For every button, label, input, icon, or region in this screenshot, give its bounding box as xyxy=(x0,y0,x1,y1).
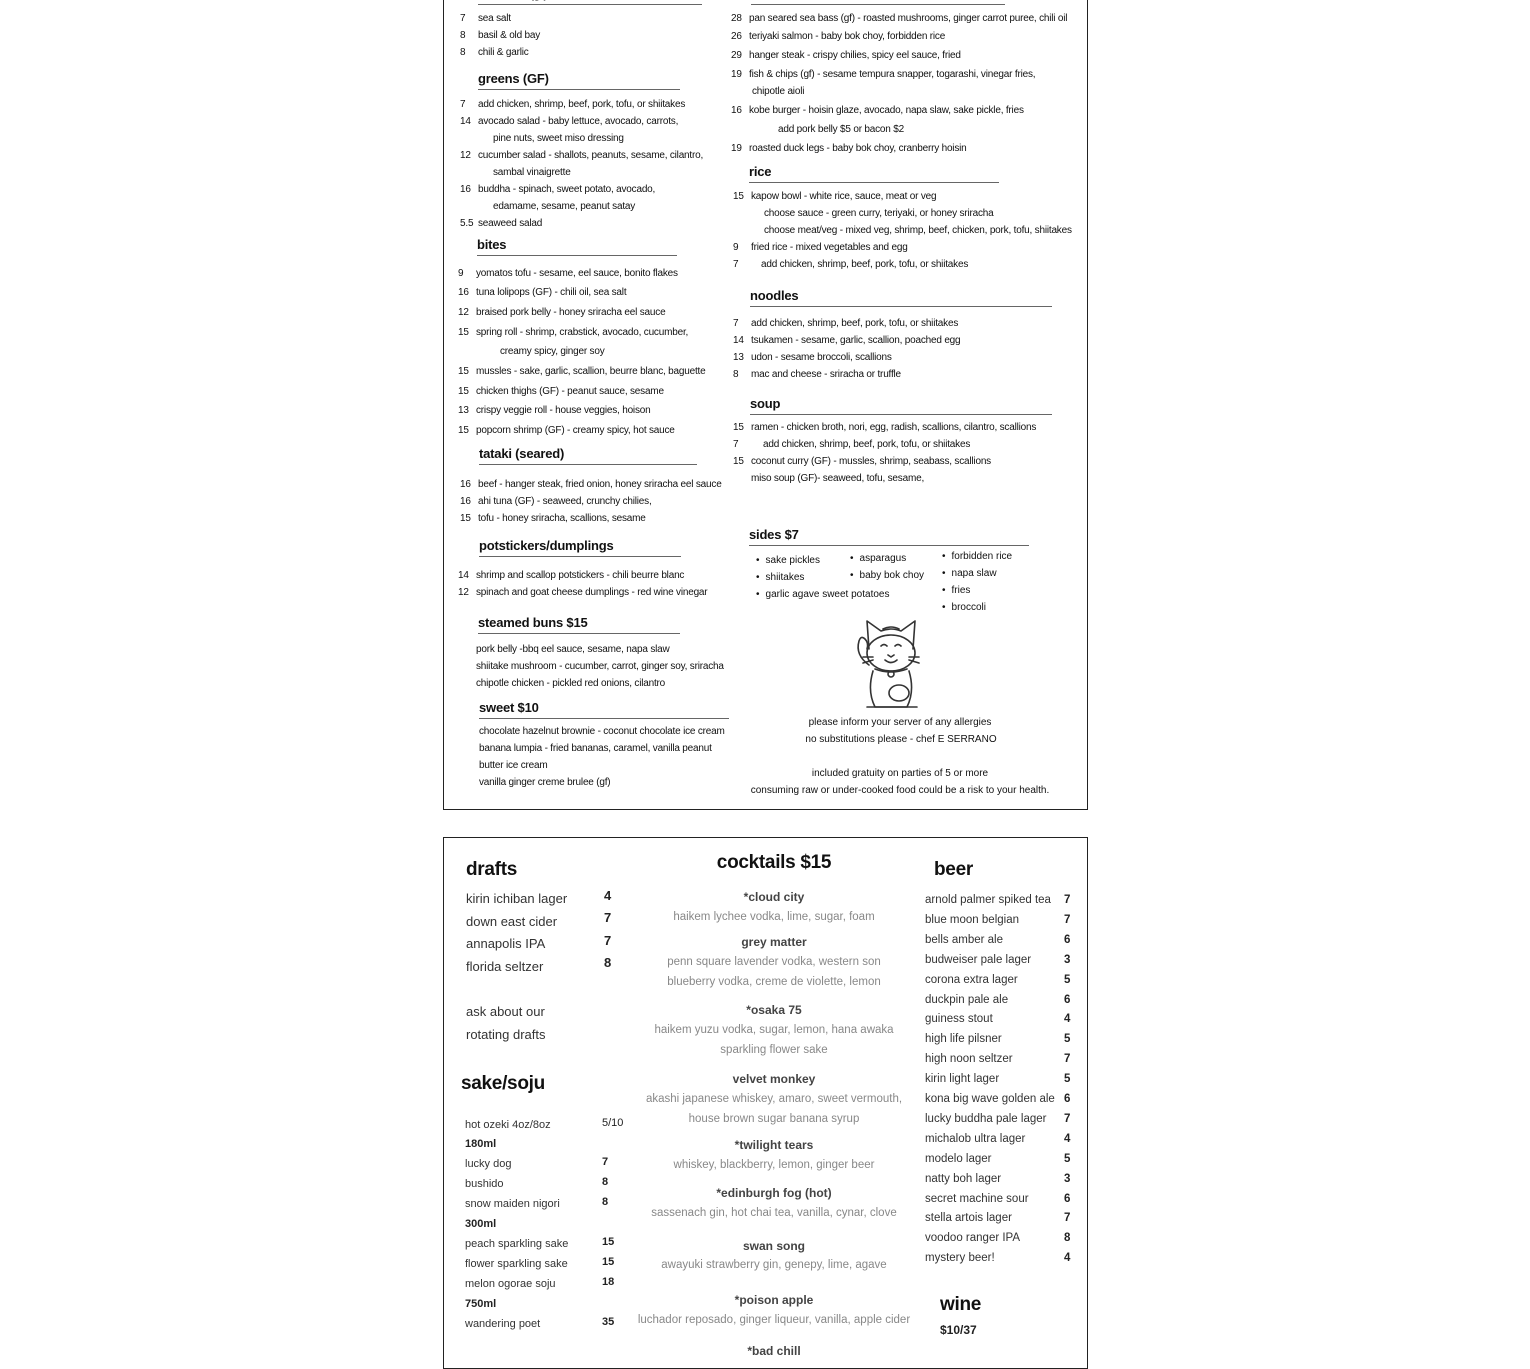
cocktail-description: haikem yuzu vodka, sugar, lemon, hana awaka xyxy=(654,1024,894,1036)
beer-price: 6 xyxy=(1064,993,1071,1006)
sake-price: 5/10 xyxy=(602,1117,624,1129)
beer-item: natty boh lager xyxy=(925,1172,1002,1185)
cocktail-name: *osaka 75 xyxy=(746,1003,802,1017)
menu-item: 14 shrimp and scallop potstickers - chili beurre blanc xyxy=(458,570,685,581)
substitution-note: no substitutions please - chef E SERRANO xyxy=(805,734,997,745)
beer-price: 7 xyxy=(1064,894,1071,906)
side-item: • garlic agave sweet potatoes xyxy=(756,589,889,600)
cocktail-description: penn square lavender vodka, western son xyxy=(667,956,881,968)
drink-menu-page xyxy=(443,837,1088,1369)
sake-price: 8 xyxy=(602,1196,609,1208)
beer-item: lucky buddha pale lager xyxy=(925,1112,1047,1125)
beer-item: arnold palmer spiked tea xyxy=(925,894,1051,906)
section-title-sides: sides $7 xyxy=(749,527,1029,546)
menu-item: 5.5 seaweed salad xyxy=(460,218,543,229)
section-title-wine: wine xyxy=(940,1294,982,1315)
cocktail-description: blueberry vodka, creme de violette, lemon xyxy=(667,976,881,988)
menu-item: 15 spring roll - shrimp, crabstick, avocado, cucumber, xyxy=(458,327,689,338)
sake-price: 35 xyxy=(602,1316,615,1328)
draft-price: 4 xyxy=(604,888,612,903)
beer-price: 3 xyxy=(1064,953,1071,966)
menu-item: miso soup (GF)- seaweed, tofu, sesame, xyxy=(751,473,925,484)
menu-item: 16 ahi tuna (GF) - seaweed, crunchy chilies, xyxy=(460,496,652,507)
beer-item: stella artois lager xyxy=(925,1212,1012,1225)
section-title-cocktails: cocktails $15 xyxy=(716,852,832,873)
beer-item: mystery beer! xyxy=(925,1252,995,1265)
draft-item: florida seltzer xyxy=(466,959,544,974)
sake-item: wandering poet xyxy=(465,1318,541,1330)
menu-item: 19 fish & chips (gf) - sesame tempura snapper, togarashi, vinegar fries, xyxy=(731,69,1036,80)
cocktail-description: akashi japanese whiskey, amaro, sweet vermouth, xyxy=(645,1093,903,1105)
side-item: • baby bok choy xyxy=(850,570,924,581)
gratuity-note: included gratuity on parties of 5 or more xyxy=(811,768,989,779)
cocktail-name: swan song xyxy=(742,1239,805,1253)
menu-item: 9 fried rice - mixed vegetables and egg xyxy=(733,242,908,253)
menu-item: 16 kobe burger - hoisin glaze, avocado, napa slaw, sake pickle, fries xyxy=(731,105,1024,116)
cocktail-name: *bad chill xyxy=(747,1344,801,1358)
beer-price: 7 xyxy=(1064,1212,1071,1225)
menu-item: butter ice cream xyxy=(479,760,548,771)
section-title-noodles: noodles xyxy=(750,288,1052,307)
cocktail-name: *edinburgh fog (hot) xyxy=(716,1186,832,1200)
draft-item: annapolis IPA xyxy=(466,936,546,951)
cocktail-name: grey matter xyxy=(741,935,807,949)
sake-item: hot ozeki 4oz/8oz xyxy=(465,1119,551,1131)
menu-item: 14 avocado salad - baby lettuce, avocado, carrots, xyxy=(460,116,679,127)
menu-item-continuation: edamame, sesame, peanut satay xyxy=(493,201,636,212)
cocktail-description: haikem lychee vodka, lime, sugar, foam xyxy=(673,911,875,923)
menu-item-option: choose sauce - green curry, teriyaki, or honey sriracha xyxy=(764,208,994,219)
cocktail-description: sassenach gin, hot chai tea, vanilla, cynar, clove xyxy=(651,1207,897,1219)
menu-item: 7 add chicken, shrimp, beef, pork, tofu, or shiitakes xyxy=(460,99,686,110)
beer-price: 4 xyxy=(1064,1252,1071,1265)
beer-item: kirin light lager xyxy=(925,1073,1000,1086)
size-heading: 180ml xyxy=(465,1138,497,1150)
menu-item: banana lumpia - fried bananas, caramel, vanilla peanut xyxy=(479,743,712,754)
cocktail-description: whiskey, blackberry, lemon, ginger beer xyxy=(673,1159,875,1171)
draft-price: 7 xyxy=(604,933,612,948)
rotating-drafts-note: ask about our xyxy=(466,1004,545,1019)
menu-item: 12 cucumber salad - shallots, peanuts, sesame, cilantro, xyxy=(460,150,704,161)
menu-item: 15 popcorn shrimp (GF) - creamy spicy, hot sauce xyxy=(458,425,675,436)
menu-item: 13 crispy veggie roll - house veggies, hoison xyxy=(458,405,651,416)
rotating-drafts-note: rotating drafts xyxy=(466,1027,546,1042)
menu-item: 16 buddha - spinach, sweet potato, avocado, xyxy=(460,184,656,195)
beer-price: 3 xyxy=(1064,1172,1071,1185)
beer-item: blue moon belgian xyxy=(925,913,1019,926)
beer-item: secret machine sour xyxy=(925,1192,1029,1205)
section-title-beer: beer xyxy=(934,859,973,880)
side-item: • sake pickles xyxy=(756,555,820,566)
sake-price: 8 xyxy=(602,1176,609,1188)
allergy-note: please inform your server of any allergies xyxy=(808,717,992,728)
side-item: • broccoli xyxy=(942,602,986,613)
section-title-greens: greens (GF) xyxy=(478,71,680,90)
draft-item: down east cider xyxy=(466,914,558,929)
menu-item: 15 mussles - sake, garlic, scallion, beurre blanc, baguette xyxy=(458,366,706,377)
menu-item-continuation: sambal vinaigrette xyxy=(493,167,571,178)
beer-price: 6 xyxy=(1064,1093,1071,1105)
section-title-sweet: sweet $10 xyxy=(479,700,729,719)
menu-item: 7 sea salt xyxy=(460,13,511,24)
section-title-bites: bites xyxy=(477,237,677,256)
sake-price: 15 xyxy=(602,1256,615,1268)
menu-item: 8 basil & old bay xyxy=(460,30,541,41)
cocktail-description: sparkling flower sake xyxy=(720,1044,828,1056)
menu-item: 8 mac and cheese - sriracha or truffle xyxy=(733,369,901,380)
menu-item: 15 ramen - chicken broth, nori, egg, radish, scallions, cilantro, scallions xyxy=(733,422,1037,433)
sake-item: peach sparkling sake xyxy=(465,1238,569,1250)
lucky-cat-icon xyxy=(847,613,935,713)
beer-item: high life pilsner xyxy=(925,1033,1002,1046)
sake-price: 7 xyxy=(602,1156,609,1168)
section-title-steamed-buns: steamed buns $15 xyxy=(478,615,680,634)
section-title-sake-soju: sake/soju xyxy=(461,1073,545,1094)
beer-item: high noon seltzer xyxy=(925,1053,1013,1066)
beer-item: budweiser pale lager xyxy=(925,953,1032,966)
beer-item: modelo lager xyxy=(925,1152,992,1165)
beer-item: michalob ultra lager xyxy=(925,1132,1026,1145)
menu-item: pork belly -bbq eel sauce, sesame, napa slaw xyxy=(476,644,670,655)
section-title-rice: rice xyxy=(749,164,999,183)
beer-price: 5 xyxy=(1064,973,1071,986)
menu-item-continuation: add pork belly $5 or bacon $2 xyxy=(778,124,904,135)
beer-item: duckpin pale ale xyxy=(925,993,1009,1006)
beer-price: 7 xyxy=(1064,1112,1071,1125)
beer-price: 5 xyxy=(1064,1033,1071,1046)
draft-price: 8 xyxy=(604,955,612,970)
sake-item: melon ogorae soju xyxy=(465,1278,556,1290)
menu-item: 8 chili & garlic xyxy=(460,47,529,58)
beer-price: 4 xyxy=(1064,1013,1071,1026)
side-item: • shiitakes xyxy=(756,572,804,583)
sake-item: snow maiden nigori xyxy=(465,1198,560,1210)
side-item: • forbidden rice xyxy=(942,551,1012,562)
beer-price: 4 xyxy=(1064,1132,1071,1145)
beer-price: 7 xyxy=(1064,913,1071,926)
section-title-soup: soup xyxy=(750,396,1052,415)
section-title-edamame xyxy=(478,0,702,5)
sake-item: lucky dog xyxy=(465,1158,512,1170)
beer-item: voodoo ranger IPA xyxy=(925,1232,1021,1245)
cocktail-description: awayuki strawberry gin, genepy, lime, agave xyxy=(661,1259,887,1271)
section-title-entrees xyxy=(751,0,1005,5)
menu-item: 16 beef - hanger steak, fried onion, honey sriracha eel sauce xyxy=(460,479,722,490)
size-heading: 300ml xyxy=(465,1218,497,1230)
side-item: • fries xyxy=(942,585,970,596)
menu-item: 7 add chicken, shrimp, beef, pork, tofu, or shiitakes xyxy=(733,318,959,329)
section-title-drafts: drafts xyxy=(466,859,517,880)
menu-item: 19 roasted duck legs - baby bok choy, cranberry hoisin xyxy=(731,143,967,154)
beer-price: 5 xyxy=(1064,1073,1071,1086)
menu-item: 15 tofu - honey sriracha, scallions, sesame xyxy=(460,513,646,524)
beer-price: 8 xyxy=(1064,1232,1071,1245)
cocktail-description: luchador reposado, ginger liqueur, vanilla, apple cider xyxy=(637,1314,911,1326)
cocktail-description: house brown sugar banana syrup xyxy=(688,1113,860,1125)
menu-item-continuation: pine nuts, sweet miso dressing xyxy=(493,133,624,144)
menu-item: 7 add chicken, shrimp, beef, pork, tofu, or shiitakes xyxy=(733,439,971,450)
menu-item: 28 pan seared sea bass (gf) - roasted mushrooms, ginger carrot puree, chili oil xyxy=(731,13,1068,24)
sake-price: 18 xyxy=(602,1276,615,1288)
food-menu-page xyxy=(443,0,1088,810)
section-title-potstickers: potstickers/dumplings xyxy=(479,538,681,557)
cocktail-name: velvet monkey xyxy=(732,1072,816,1086)
beer-item: corona extra lager xyxy=(925,973,1018,986)
menu-item: shiitake mushroom - cucumber, carrot, ginger soy, sriracha xyxy=(476,661,724,672)
side-item: • napa slaw xyxy=(942,568,997,579)
cocktail-name: *twilight tears xyxy=(734,1138,814,1152)
beer-item: guiness stout xyxy=(925,1013,993,1026)
sake-price: 15 xyxy=(602,1236,615,1248)
menu-item: chocolate hazelnut brownie - coconut chocolate ice cream xyxy=(479,726,725,737)
sake-item: bushido xyxy=(465,1178,504,1190)
menu-item: 7 add chicken, shrimp, beef, pork, tofu, or shiitakes xyxy=(733,259,969,270)
cocktail-name: *cloud city xyxy=(743,890,805,904)
beer-price: 5 xyxy=(1064,1152,1071,1165)
beer-item: bells amber ale xyxy=(925,933,1003,946)
draft-item: kirin ichiban lager xyxy=(466,891,568,906)
beer-item: kona big wave golden ale xyxy=(925,1093,1055,1105)
menu-item: 26 teriyaki salmon - baby bok choy, forbidden rice xyxy=(731,31,946,42)
beer-price: 7 xyxy=(1064,1053,1071,1066)
menu-item: 15 kapow bowl - white rice, sauce, meat or veg xyxy=(733,191,937,202)
menu-item: 29 hanger steak - crispy chilies, spicy eel sauce, fried xyxy=(731,50,961,61)
menu-item-continuation: creamy spicy, ginger soy xyxy=(500,346,605,357)
health-warning-note: consuming raw or under-cooked food could be a risk to your health. xyxy=(750,785,1050,796)
sake-item: flower sparkling sake xyxy=(465,1258,568,1270)
wine-price: $10/37 xyxy=(940,1323,977,1337)
size-heading: 750ml xyxy=(465,1298,497,1310)
menu-item-option: choose meat/veg - mixed veg, shrimp, beef, chicken, pork, tofu, shiitakes xyxy=(764,225,1072,236)
menu-item: 15 chicken thighs (GF) - peanut sauce, sesame xyxy=(458,386,664,397)
menu-item: 12 braised pork belly - honey sriracha eel sauce xyxy=(458,307,666,318)
beer-price: 6 xyxy=(1064,933,1071,946)
menu-item: 16 tuna lolipops (GF) - chili oil, sea salt xyxy=(458,287,627,298)
beer-price: 6 xyxy=(1064,1192,1071,1205)
side-item: • asparagus xyxy=(850,553,906,564)
menu-item: 9 yomatos tofu - sesame, eel sauce, bonito flakes xyxy=(458,268,678,279)
menu-item: 12 spinach and goat cheese dumplings - red wine vinegar xyxy=(458,587,708,598)
menu-item: 13 udon - sesame broccoli, scallions xyxy=(733,352,892,363)
menu-item: chipotle chicken - pickled red onions, cilantro xyxy=(476,678,666,689)
menu-item: 15 coconut curry (GF) - mussles, shrimp, seabass, scallions xyxy=(733,456,991,467)
menu-item: 14 tsukamen - sesame, garlic, scallion, poached egg xyxy=(733,335,961,346)
cocktail-name: *poison apple xyxy=(734,1293,814,1307)
menu-item-continuation: chipotle aioli xyxy=(752,86,805,97)
draft-price: 7 xyxy=(604,910,612,925)
section-title-tataki: tataki (seared) xyxy=(479,446,697,465)
menu-item: vanilla ginger creme brulee (gf) xyxy=(479,777,611,788)
